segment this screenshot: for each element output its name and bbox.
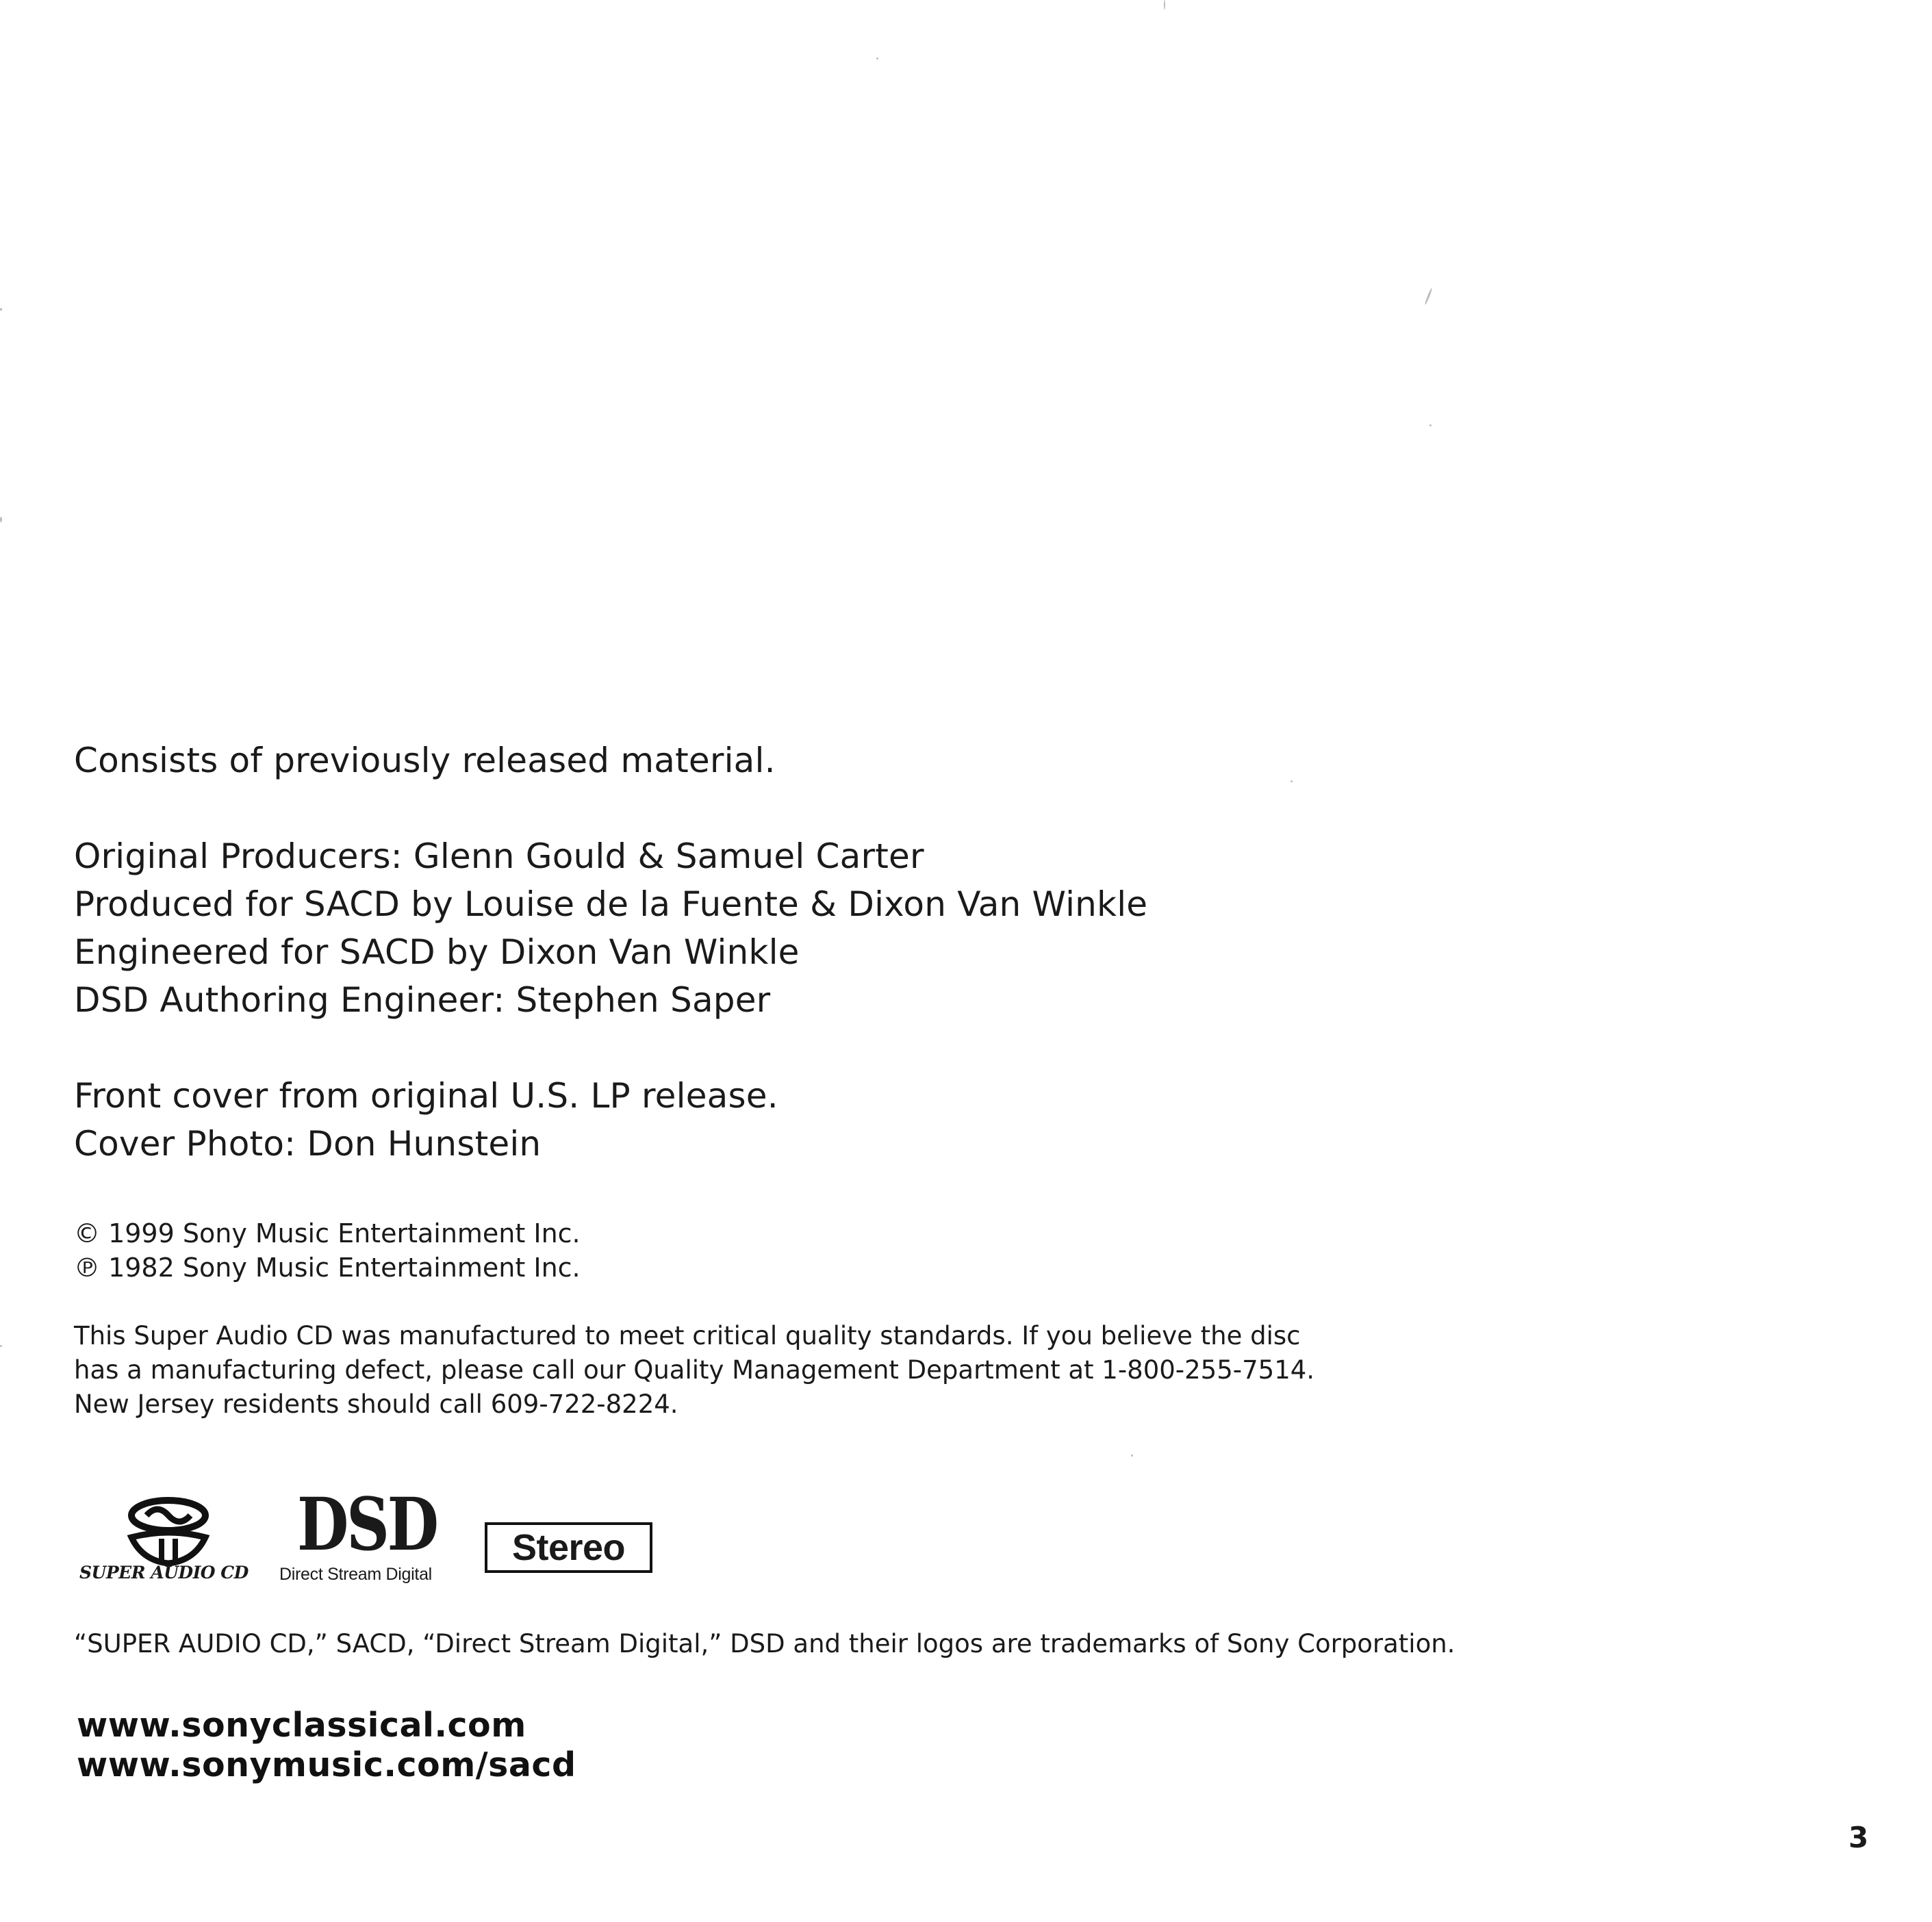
scan-speck	[876, 57, 878, 60]
scan-speck	[1164, 0, 1165, 10]
phonogram-line: ℗ 1982 Sony Music Entertainment Inc.	[74, 1253, 581, 1283]
sacd-label: SUPER AUDIO CD	[79, 1563, 249, 1583]
scan-speck	[1131, 1455, 1133, 1457]
website-sonymusic-sacd[interactable]: www.sonymusic.com/sacd	[77, 1745, 576, 1784]
website-sonyclassical[interactable]: www.sonyclassical.com	[77, 1706, 526, 1745]
scan-speck	[0, 1345, 2, 1347]
credit-line: Original Producers: Glenn Gould & Samuel Carter	[74, 836, 924, 876]
stereo-label: Stereo	[511, 1527, 626, 1568]
cover-note: Front cover from original U.S. LP release.	[74, 1076, 778, 1116]
previously-released-note: Consists of previously released material.	[74, 741, 776, 780]
quality-notice-line: This Super Audio CD was manufactured to meet critical quality standards. If you believe the disc	[74, 1321, 1301, 1350]
scan-speck	[0, 308, 2, 311]
cover-photo-credit: Cover Photo: Don Hunstein	[74, 1124, 542, 1164]
scan-speck	[1429, 424, 1432, 426]
stereo-badge	[485, 1522, 652, 1573]
scan-speck	[1291, 780, 1293, 782]
page-number: 3	[1848, 1821, 1869, 1854]
sacd-disc-icon	[123, 1495, 214, 1566]
scan-speck	[0, 517, 2, 522]
dsd-logo	[279, 1481, 457, 1588]
trademark-notice: “SUPER AUDIO CD,” SACD, “Direct Stream Digital,” DSD and their logos are trademarks of Sony Corporation.	[74, 1629, 1456, 1658]
credit-line: Produced for SACD by Louise de la Fuente & Dixon Van Winkle	[74, 884, 1148, 924]
credit-line: Engineered for SACD by Dixon Van Winkle	[74, 932, 800, 972]
copyright-line: © 1999 Sony Music Entertainment Inc.	[74, 1218, 581, 1248]
quality-notice-line: New Jersey residents should call 609-722-8224.	[74, 1389, 678, 1419]
sacd-logo	[74, 1485, 259, 1588]
quality-notice-line: has a manufacturing defect, please call our Quality Management Department at 1-800-255-7514.	[74, 1355, 1315, 1385]
dsd-mark: DSD	[297, 1481, 437, 1567]
credit-line: DSD Authoring Engineer: Stephen Saper	[74, 980, 771, 1020]
scan-speck	[1424, 287, 1433, 305]
format-logos	[74, 1481, 676, 1602]
dsd-label: Direct Stream Digital	[279, 1565, 432, 1584]
